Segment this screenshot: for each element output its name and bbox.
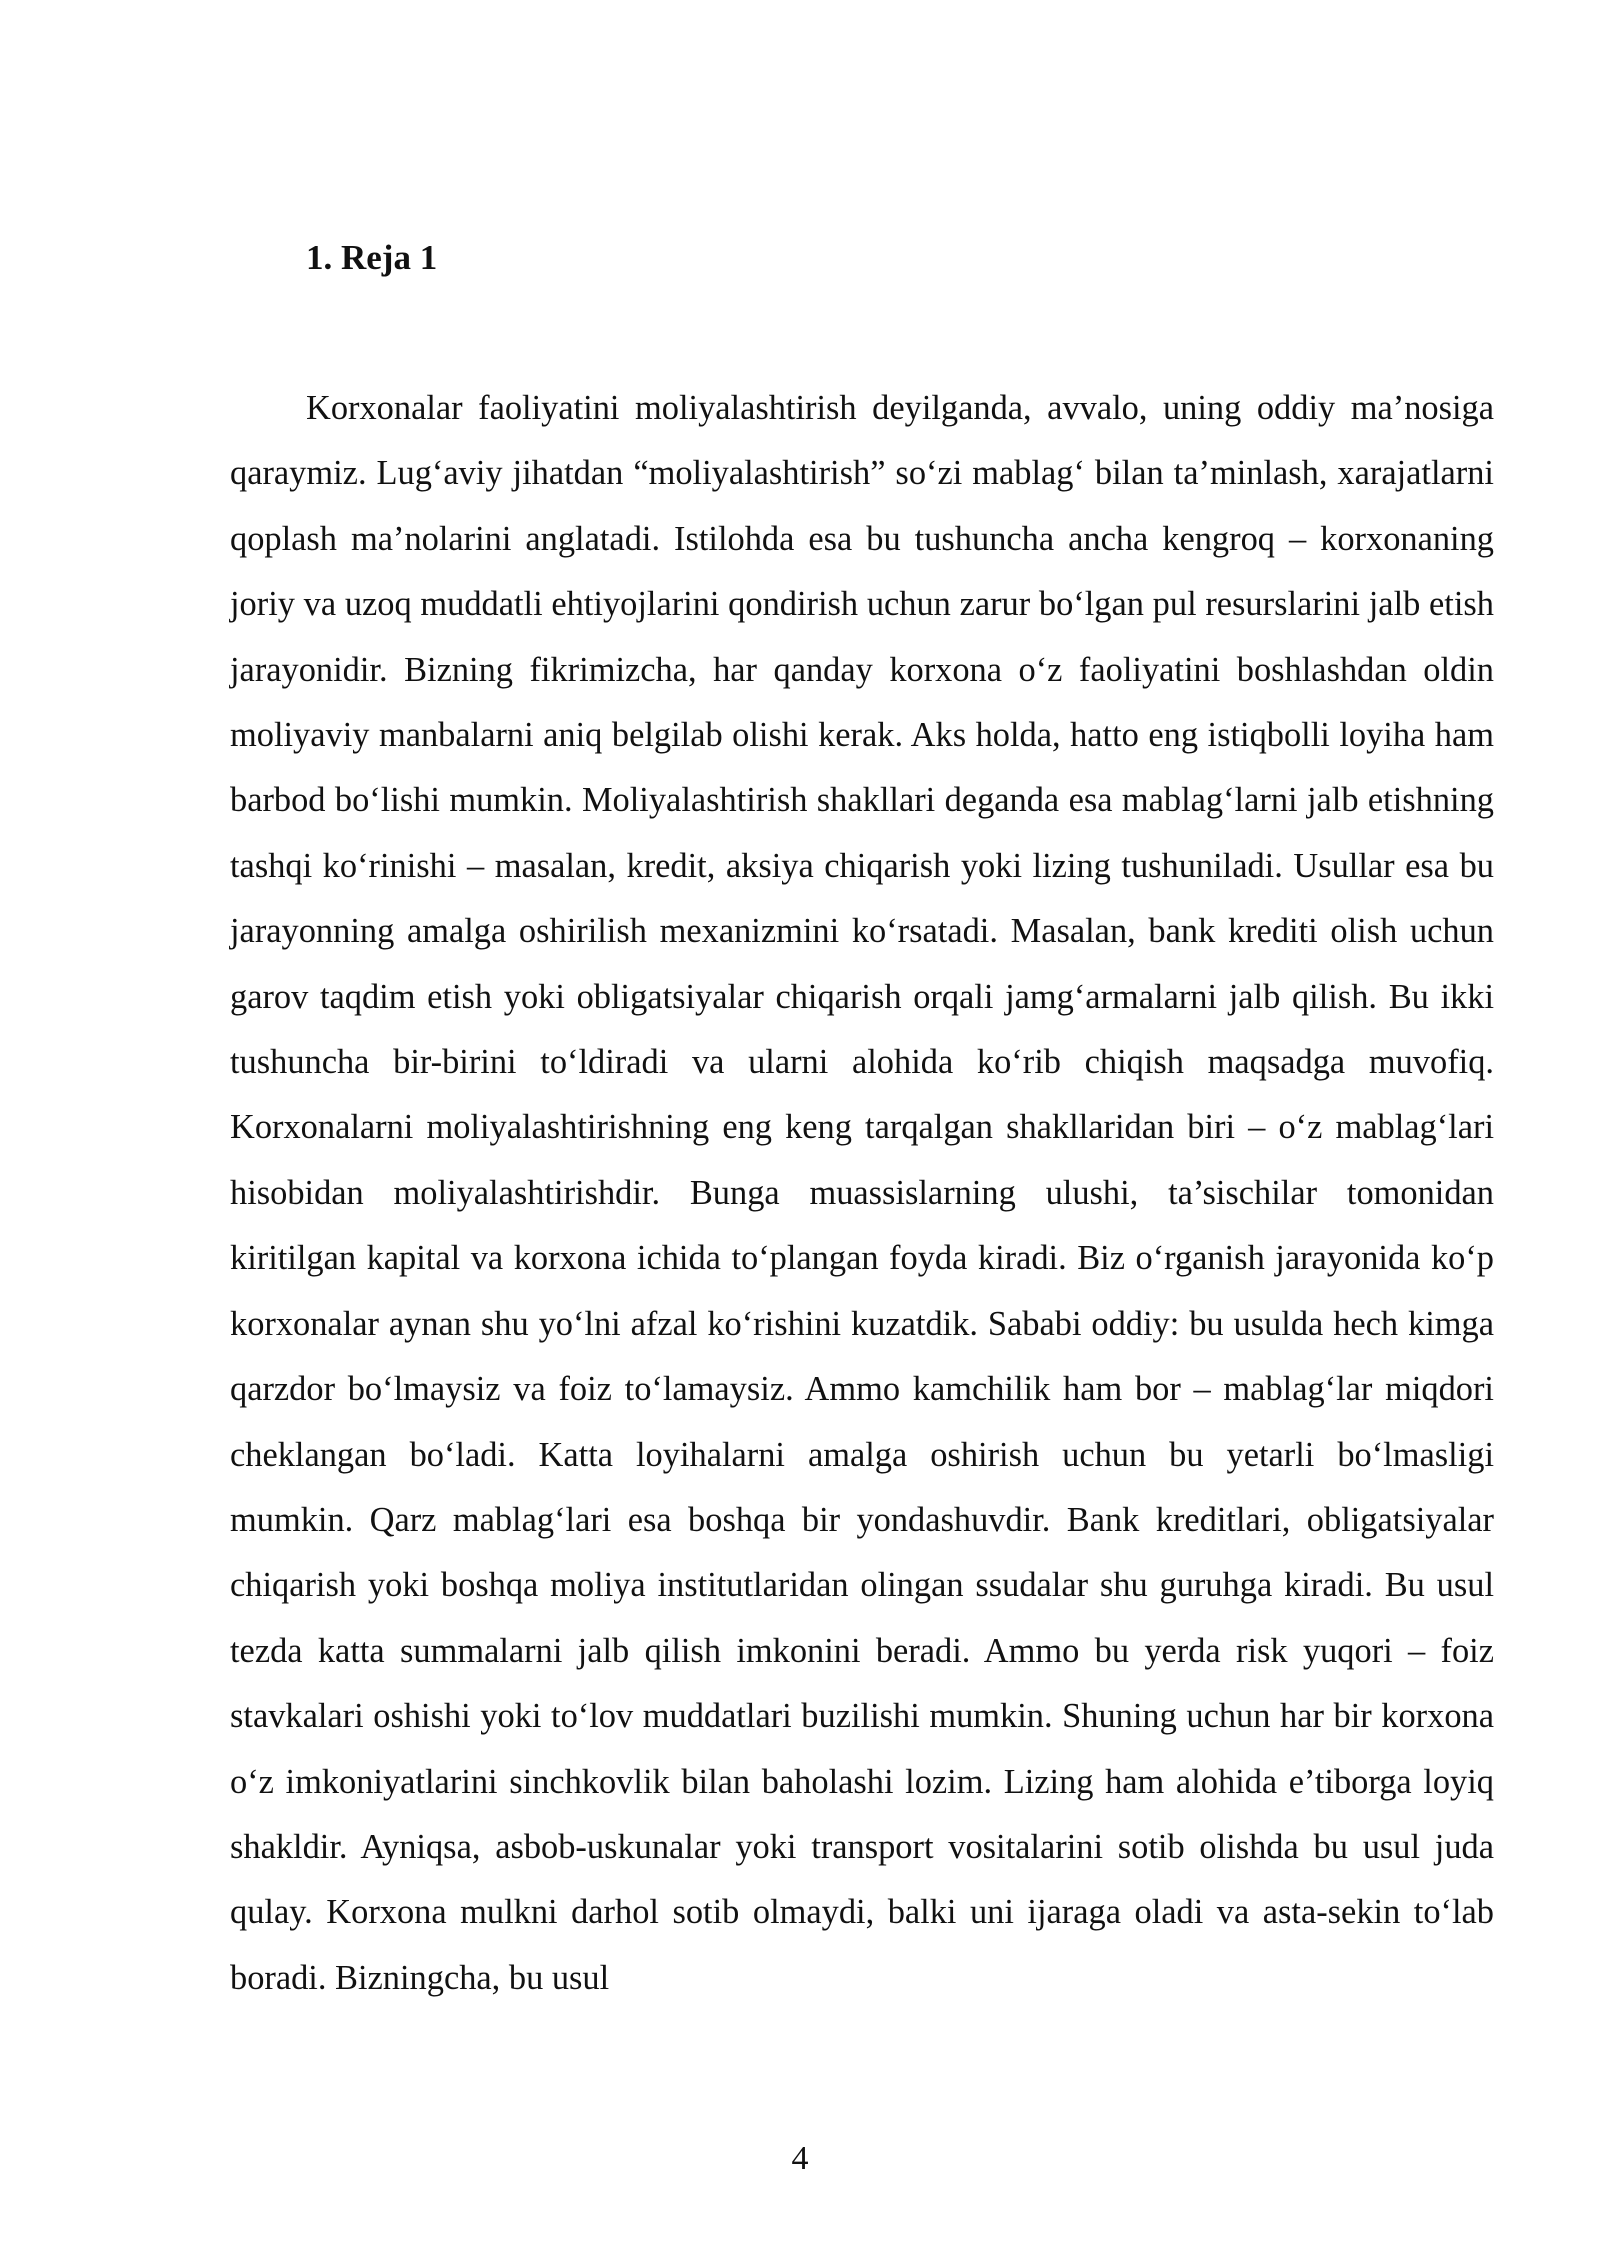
body-paragraph: Korxonalar faoliyatini moliyalashtirish deyilganda, avvalo, uning oddiy ma’nosiga qaraymiz. Lug‘aviy jihatdan “moliyalashtirish” so‘zi mablag‘ bilan ta’minlash, xarajatlarni qoplash ma’nolarini anglatadi. Istilohda esa bu tushuncha ancha kengroq – korxonaning joriy va uzoq muddatli ehtiyojlarini qondirish uchun zarur bo‘lgan pul resurslarini jalb etish jarayonidir. Bizning fikrimizcha, har qanday korxona o‘z faoliyatini boshlashdan oldin moliyaviy manbalarni aniq belgilab olishi kerak. Aks holda, hatto eng istiqbolli loyiha ham barbod bo‘lishi mumkin. Moliyalashtirish shakllari deganda esa mablag‘larni jalb etishning tashqi ko‘rinishi – masalan, kredit, aksiya chiqarish yoki lizing tushuniladi. Usullar esa bu jarayonning amalga oshirilish mexanizmini ko‘rsatadi. Masalan, bank krediti olish uchun garov taqdim etish yoki obligatsiyalar chiqarish orqali jamg‘armalarni jalb qilish. Bu ikki tushuncha bir-birini to‘ldiradi va ularni alohida ko‘rib chiqish maqsadga muvofiq. Korxonalarni moliyalashtirishning eng keng tarqalgan shakllaridan biri – o‘z mablag‘lari hisobidan moliyalashtirishdir. Bunga muassislarning ulushi, ta’sischilar tomonidan kiritilgan kapital va korxona ichida to‘plangan foyda kiradi. Biz o‘rganish jarayonida ko‘p korxonalar aynan shu yo‘lni afzal ko‘rishini kuzatdik. Sababi oddiy: bu usulda hech kimga qarzdor bo‘lmaysiz va foiz to‘lamaysiz. Ammo kamchilik ham bor – mablag‘lar miqdori cheklangan bo‘ladi. Katta loyihalarni amalga oshirish uchun bu yetarli bo‘lmasligi mumkin. Qarz mablag‘lari esa boshqa bir yondashuvdir. Bank kreditlari, obligatsiyalar chiqarish yoki boshqa moliya institutlaridan olingan ssudalar shu guruhga kiradi. Bu usul tezda katta summalarni jalb qilish imkonini beradi. Ammo bu yerda risk yuqori – foiz stavkalari oshishi yoki to‘lov muddatlari buzilishi mumkin. Shuning uchun har bir korxona o‘z imkoniyatlarini sinchkovlik bilan baholashi lozim. Lizing ham alohida e’tiborga loyiq shakldir. Ayniqsa, asbob-uskunalar yoki transport vositalarini sotib olishda bu usul juda qulay. Korxona mulkni darhol sotib olmaydi, balki uni ijaraga oladi va asta-sekin to‘lab boradi. Bizningcha, bu usul: [230, 389, 1494, 1997]
section-heading: 1. Reja 1: [306, 238, 438, 277]
page-number: 4: [791, 2140, 809, 2177]
